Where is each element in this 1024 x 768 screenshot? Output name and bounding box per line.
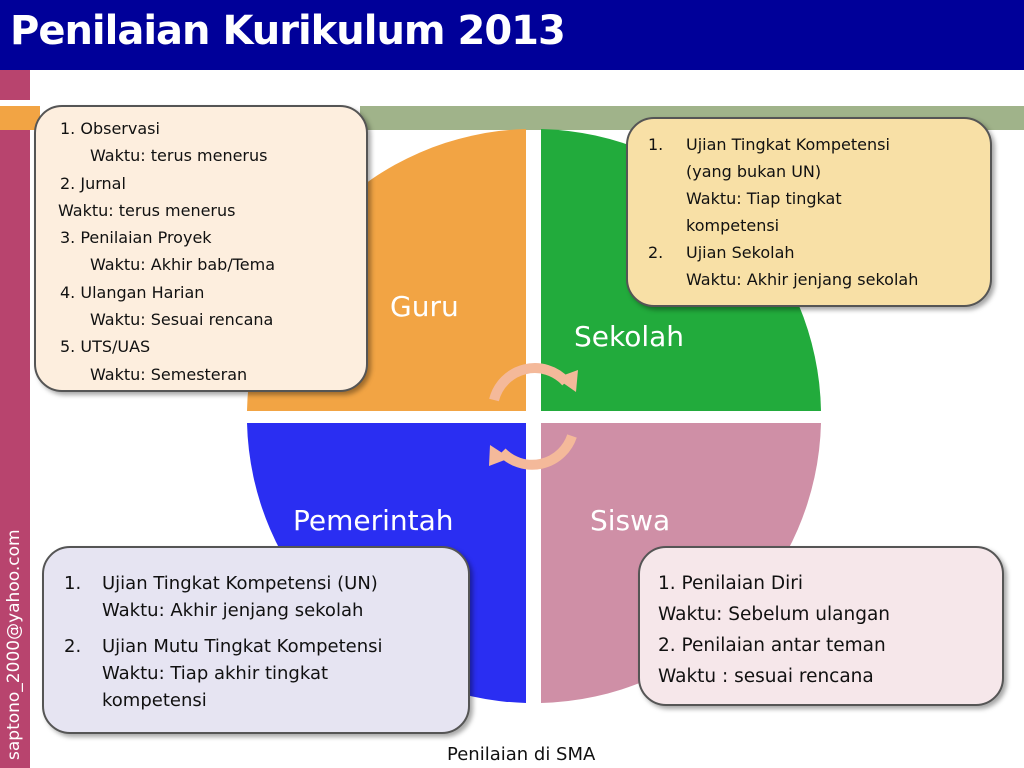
pemerintah-item-1-number: 1. [64,573,82,594]
pemerintah-assessment-box [42,546,470,734]
quadrant-label-pemerintah: Pemerintah [293,504,454,537]
guru-item-4: 4. Ulangan Harian [60,282,205,302]
quadrant-label-guru: Guru [390,290,459,323]
quadrant-label-siswa: Siswa [590,504,671,537]
pemerintah-item-2-number: 2. [64,636,82,657]
pemerintah-item-2: Ujian Mutu Tingkat Kompetensi [102,636,383,657]
footer-caption: Penilaian di SMA [447,744,596,765]
sekolah-item-1-note: (yang bukan UN) [686,162,822,181]
page-title: Penilaian Kurikulum 2013 [10,8,565,54]
guru-item-1-time: Waktu: terus menerus [90,146,268,166]
pemerintah-item-2-time: Waktu: Tiap akhir tingkat [102,663,329,684]
sekolah-item-1-time-cont: kompetensi [686,216,780,235]
guru-item-5-time: Waktu: Semesteran [90,364,248,384]
sekolah-item-1-time: Waktu: Tiap tingkat [686,189,842,208]
siswa-item-2: 2. Penilaian antar teman [658,635,886,656]
sekolah-item-1-number: 1. [648,135,664,154]
siswa-item-1: 1. Penilaian Diri [658,573,803,594]
sekolah-item-2-number: 2. [648,243,664,262]
sekolah-assessment-box [626,117,992,307]
sekolah-item-2: Ujian Sekolah [686,243,795,262]
guru-item-2-time: Waktu: terus menerus [58,200,236,220]
guru-item-2: 2. Jurnal [60,173,126,193]
guru-item-4-time: Waktu: Sesuai rencana [90,310,274,330]
guru-assessment-box [34,105,368,392]
guru-item-5: 5. UTS/UAS [60,337,151,357]
siswa-item-1-time: Waktu: Sebelum ulangan [658,604,890,625]
guru-item-3-time: Waktu: Akhir bab/Tema [90,255,276,275]
guru-item-3: 3. Penilaian Proyek [60,228,212,248]
sekolah-item-1: Ujian Tingkat Kompetensi [686,135,890,154]
quadrant-label-sekolah: Sekolah [574,320,685,353]
pemerintah-item-1: Ujian Tingkat Kompetensi (UN) [102,573,378,594]
pemerintah-item-1-time: Waktu: Akhir jenjang sekolah [102,600,364,621]
pemerintah-item-2-time-cont: kompetensi [102,690,207,711]
sidebar-email: saptono_2000@yahoo.com [4,529,24,760]
sekolah-item-2-time: Waktu: Akhir jenjang sekolah [686,270,919,289]
siswa-assessment-box [638,546,1004,706]
guru-item-1: 1. Observasi [60,119,160,138]
siswa-item-2-time: Waktu : sesuai rencana [658,666,874,687]
